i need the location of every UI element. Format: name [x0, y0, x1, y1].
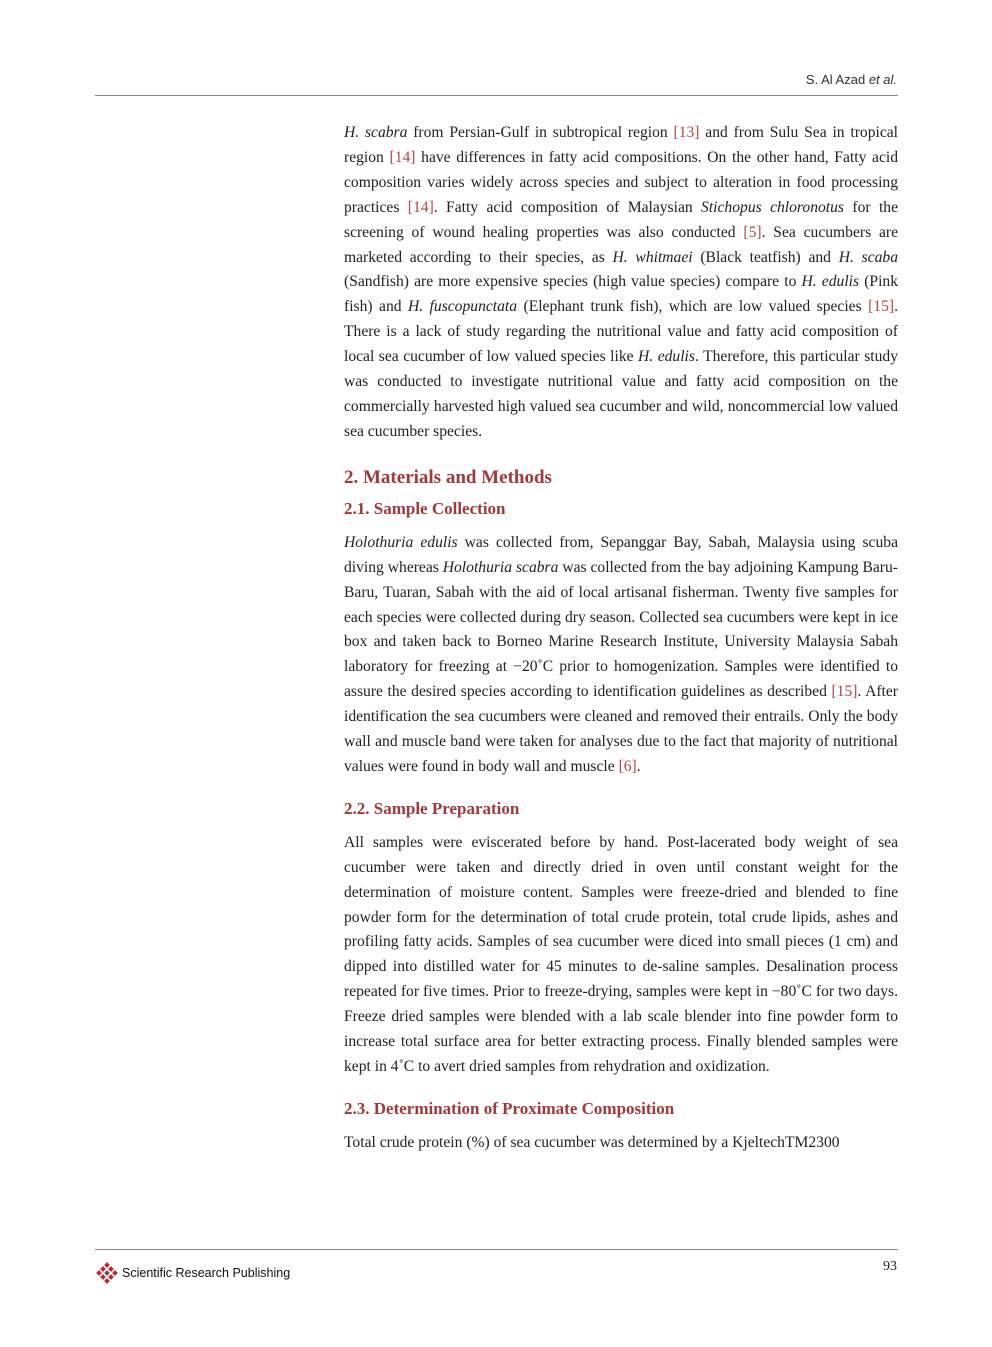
running-head — [806, 72, 897, 87]
species-name: H. whitmaei — [612, 248, 693, 266]
publisher-name: Scientific Research Publishing — [122, 1266, 291, 1280]
text-run: . There is a lack of study regarding the nutritional value and fatty acid composition of local sea cucumber of low valued species like — [344, 298, 898, 366]
running-head-etal: et al. — [868, 72, 897, 87]
text-run: was collected from, Sepanggar Bay, Sabah, Malaysia using scuba diving whereas — [344, 533, 898, 576]
subsection-heading-proximate-composition: 2.3. Determination of Proximate Composition — [344, 1098, 675, 1118]
publisher-diamond-icon — [96, 1262, 118, 1284]
text-run: was collected from the bay adjoining Kampung Baru-Baru, Tuaran, Sabah with the aid of local artisanal fisherman. Twenty five samples for each species were collected during dry season. Collected sea cucumbers were kept in ice box and taken back to Borneo Marine Research Institute, University Malaysia Sabah laboratory for freezing at −20˚C prior to homogenization. Samples were identified to assure the desired species according to identification guidelines as described — [344, 558, 898, 701]
page-number: 93 — [883, 1259, 897, 1274]
text-run: (Pink fish) and — [344, 273, 898, 316]
citation-link[interactable]: [14] — [389, 148, 416, 166]
proximate-composition-paragraph: Total crude protein (%) of sea cucumber was determined by a KjeltechTM2300 — [344, 1133, 840, 1151]
text-run: . Therefore, this particular study was conducted to investigate nutritional value and fatty acid composition on the commercially harvested high valued sea cucumber and wild, noncommercial low valued sea cucumber species. — [344, 348, 899, 440]
text-run: (Sandfish) are more expensive species (high value species) compare to — [344, 273, 802, 291]
text-run: (Elephant trunk fish), which are low valued species — [517, 298, 869, 316]
citation-link[interactable]: [15] — [868, 298, 895, 316]
species-name: H. scaba — [838, 248, 898, 266]
text-run: from Persian-Gulf in subtropical region — [407, 124, 674, 141]
subsection-heading-sample-preparation: 2.2. Sample Preparation — [344, 798, 520, 818]
citation-link[interactable]: [14] — [407, 198, 434, 216]
text-run: . — [636, 757, 641, 775]
publisher-logo — [96, 1262, 290, 1284]
species-name: H. scabra — [344, 124, 408, 141]
sample-collection-paragraph — [344, 531, 898, 780]
text-run: . After identification the sea cucumbers were cleaned and removed their entrails. Only the body wall and muscle band were taken for analyses due to the fact that majority of nutritional values were found in body wall and muscle — [344, 683, 898, 775]
text-run: . Fatty acid composition of Malaysian — [433, 198, 702, 216]
footer-rule — [95, 1249, 898, 1250]
header-rule — [95, 95, 898, 96]
citation-link[interactable]: [5] — [743, 223, 762, 241]
text-run: . Sea cucumbers are marketed according to their species, as — [344, 223, 898, 266]
species-name: H. edulis — [638, 348, 695, 366]
species-name: Holothuria edulis — [344, 533, 458, 551]
species-name: Holothuria scabra — [442, 558, 559, 576]
species-name: H. fuscopunctata — [407, 298, 518, 316]
citation-link[interactable]: [6] — [618, 757, 637, 775]
sample-preparation-paragraph: All samples were eviscerated before by hand. Post-lacerated body weight of sea cucumber were taken and directly dried in oven until constant weight for the determination of moisture content. Samples were freeze-dried and blended to fine powder form for the determination of total crude protein, total crude lipids, ashes and profiling fatty acids. Samples of sea cucumber were diced into small pieces (1 cm) and dipped into distilled water for 45 minutes to de-saline samples. Desalination process repeated for five times. Prior to freeze-drying, samples were kept in −80˚C for two days. Freeze dried samples were blended with a lab scale blender into fine powder form to increase total surface area for better extracting process. Finally blended samples were kept in 4˚C to avert dried samples from rehydration and oxidization. — [344, 833, 898, 1075]
species-name: Stichopus chloronotus — [701, 198, 844, 216]
citation-link[interactable]: [15] — [831, 683, 858, 701]
page-body — [344, 121, 898, 1156]
species-name: H. edulis — [801, 273, 860, 291]
citation-link[interactable]: [13] — [673, 124, 700, 141]
text-run: have differences in fatty acid compositions. On the other hand, Fatty acid composition varies widely across species and subject to alteration in food processing practices — [344, 148, 898, 216]
text-run: and from Sulu Sea in tropical region — [344, 124, 899, 166]
section-heading: 2. Materials and Methods — [344, 466, 552, 488]
subsection-heading-sample-collection: 2.1. Sample Collection — [344, 498, 506, 518]
text-run: (Black teatfish) and — [692, 248, 839, 266]
running-head-author: S. Al Azad — [805, 72, 866, 87]
intro-paragraph — [344, 121, 898, 445]
text-run: for the screening of wound healing properties was also conducted — [344, 198, 898, 241]
